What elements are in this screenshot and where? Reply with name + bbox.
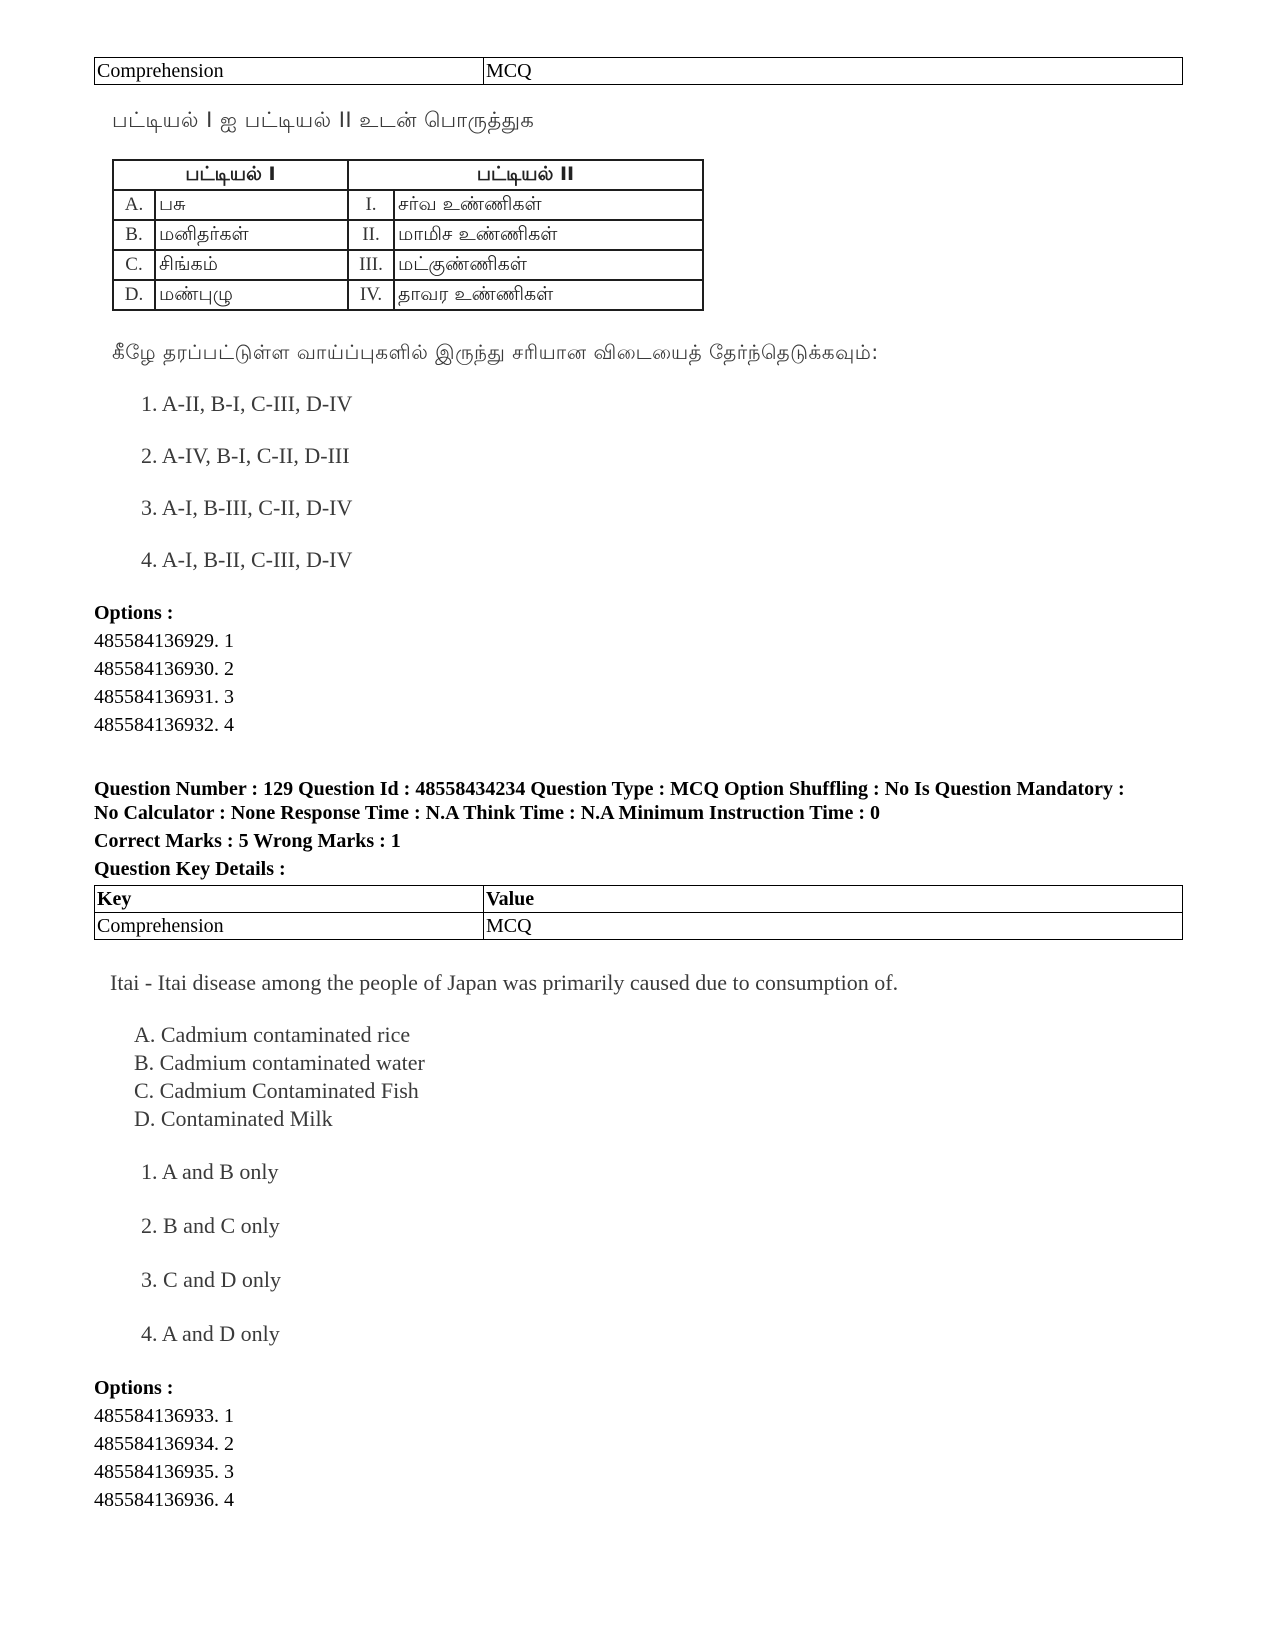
table-row [113,250,703,280]
q1-choice-2: 2. A-IV, B-I, C-II, D-III [141,443,350,468]
q1-choice-1: 1. A-II, B-I, C-III, D-IV [141,391,353,416]
key-cell: Comprehension [95,58,484,85]
table-row [95,58,1183,85]
q1-prompt: கீழே தரப்பட்டுள்ள வாய்ப்புகளில் இருந்து சரியான விடையைத் தேர்ந்தெடுக்கவும்: [112,340,879,364]
q2-statement-c: C. Cadmium Contaminated Fish [134,1078,419,1103]
match-table-header [113,160,703,190]
roman-label: IV. [348,280,394,310]
q2-choice-1: 1. A and B only [141,1159,279,1184]
table-header-row [95,886,1183,913]
roman-label: II. [348,220,394,250]
q2-options-label: Options : [94,1377,174,1399]
list1-item: மண்புழு [155,280,348,310]
q2-choice-2: 2. B and C only [141,1213,280,1238]
list1-item: பசு [155,190,348,220]
q1-option-1: 485584136929. 1 [94,630,234,652]
table-row [113,220,703,250]
table-row [113,190,703,220]
list1-header: பட்டியல் I [113,160,348,190]
q2-option-4: 485584136936. 4 [94,1489,234,1511]
q2-meta-line-2: No Calculator : None Response Time : N.A Think Time : N.A Minimum Instruction Time : 0 [94,802,880,824]
q2-key-table [94,885,1183,940]
q2-key-details-label: Question Key Details : [94,858,286,880]
q2-statement-d: D. Contaminated Milk [134,1106,333,1131]
value-cell: MCQ [484,913,1183,940]
list2-header: பட்டியல் II [348,160,703,190]
q1-option-3: 485584136931. 3 [94,686,234,708]
q1-options-label: Options : [94,602,174,624]
q2-option-2: 485584136934. 2 [94,1433,234,1455]
q1-option-4: 485584136932. 4 [94,714,234,736]
q2-choice-4: 4. A and D only [141,1321,280,1346]
key-cell: Comprehension [95,913,484,940]
value-cell: MCQ [484,58,1183,85]
row-label: D. [113,280,155,310]
q2-option-1: 485584136933. 1 [94,1405,234,1427]
row-label: C. [113,250,155,280]
row-label: B. [113,220,155,250]
q1-match-table [112,159,704,311]
q1-choice-4: 4. A-I, B-II, C-III, D-IV [141,547,353,572]
q1-choice-3: 3. A-I, B-III, C-II, D-IV [141,495,353,520]
q2-option-3: 485584136935. 3 [94,1461,234,1483]
q2-question: Itai - Itai disease among the people of Japan was primarily caused due to consumption of. [110,970,899,995]
q1-key-table [94,57,1183,85]
roman-label: I. [348,190,394,220]
q2-statement-a: A. Cadmium contaminated rice [134,1022,411,1047]
list2-item: மாமிச உண்ணிகள் [394,220,703,250]
list1-item: மனிதர்கள் [155,220,348,250]
q2-meta-line-1: Question Number : 129 Question Id : 48558434234 Question Type : MCQ Option Shuffling : No Is Question Mandatory : [94,778,1125,800]
q2-marks: Correct Marks : 5 Wrong Marks : 1 [94,830,401,852]
q1-option-2: 485584136930. 2 [94,658,234,680]
list2-item: சர்வ உண்ணிகள் [394,190,703,220]
roman-label: III. [348,250,394,280]
list2-item: தாவர உண்ணிகள் [394,280,703,310]
q1-instruction: பட்டியல் I ஐ பட்டியல் II உடன் பொருத்துக [112,108,535,132]
q2-statement-b: B. Cadmium contaminated water [134,1050,425,1075]
q2-choice-3: 3. C and D only [141,1267,281,1292]
table-row [95,913,1183,940]
list1-item: சிங்கம் [155,250,348,280]
table-row [113,280,703,310]
key-header: Key [95,886,484,913]
row-label: A. [113,190,155,220]
list2-item: மட்குண்ணிகள் [394,250,703,280]
value-header: Value [484,886,1183,913]
